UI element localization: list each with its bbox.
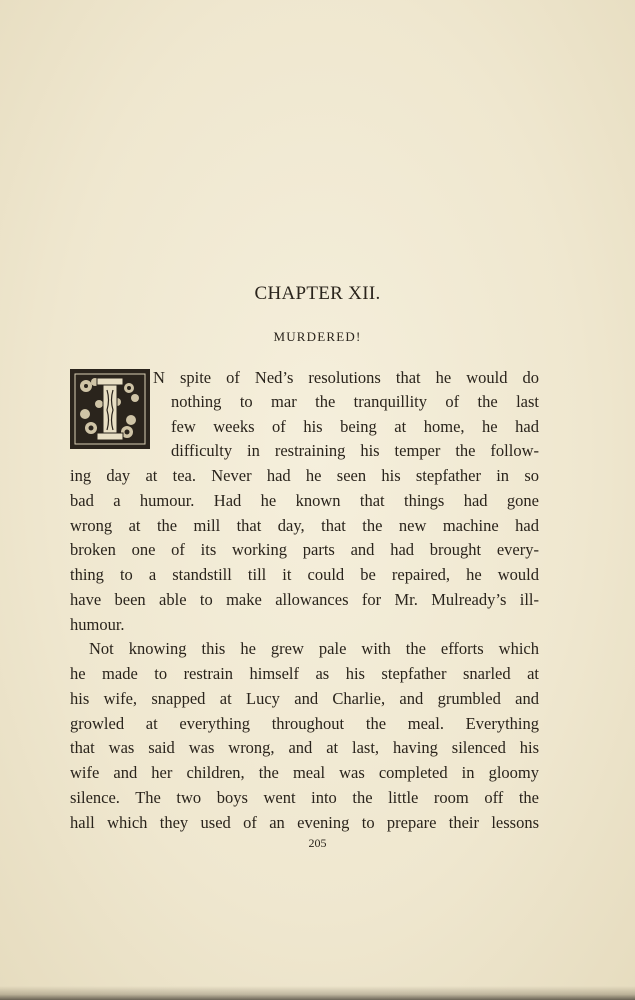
text-line: his wife, snapped at Lucy and Charlie, and grumbled and: [70, 689, 539, 708]
page-number: 205: [308, 836, 327, 850]
text-line: he made to restrain himself as his stepfather snarled at: [70, 664, 539, 683]
text-line: difficulty in restraining his temper the follow-: [171, 441, 539, 460]
chapter-title: CHAPTER XII.: [254, 283, 381, 304]
text-line: wife and her children, the meal was completed in gloomy: [70, 763, 539, 782]
text-line: wrong at the mill that day, that the new machine had: [70, 516, 539, 535]
text-line: thing to a standstill till it could be repaired, he would: [70, 565, 539, 584]
ornamental-initial-icon: [70, 369, 150, 449]
text-line: few weeks of his being at home, he had: [171, 417, 539, 436]
text-line: ing day at tea. Never had he seen his stepfather in so: [70, 466, 539, 485]
text-line: growled at everything throughout the meal. Everything: [70, 714, 539, 733]
text-line: humour.: [70, 615, 125, 634]
text-line: nothing to mar the tranquillity of the last: [171, 392, 539, 411]
text-line: that was said was wrong, and at last, having silenced his: [70, 738, 539, 757]
text-line: bad a humour. Had he known that things had gone: [70, 491, 539, 510]
text-line: hall which they used of an evening to prepare their lessons: [70, 813, 539, 832]
text-line: N spite of Ned’s resolutions that he would do: [153, 368, 539, 387]
page-edge-shadow: [0, 986, 635, 1000]
text-line: silence. The two boys went into the little room off the: [70, 788, 539, 807]
text-line: broken one of its working parts and had brought every-: [70, 540, 539, 559]
text-line: Not knowing this he grew pale with the efforts which: [89, 639, 539, 658]
text-line: have been able to make allowances for Mr. Mulready’s ill-: [70, 590, 539, 609]
chapter-subtitle: MURDERED!: [273, 329, 362, 344]
